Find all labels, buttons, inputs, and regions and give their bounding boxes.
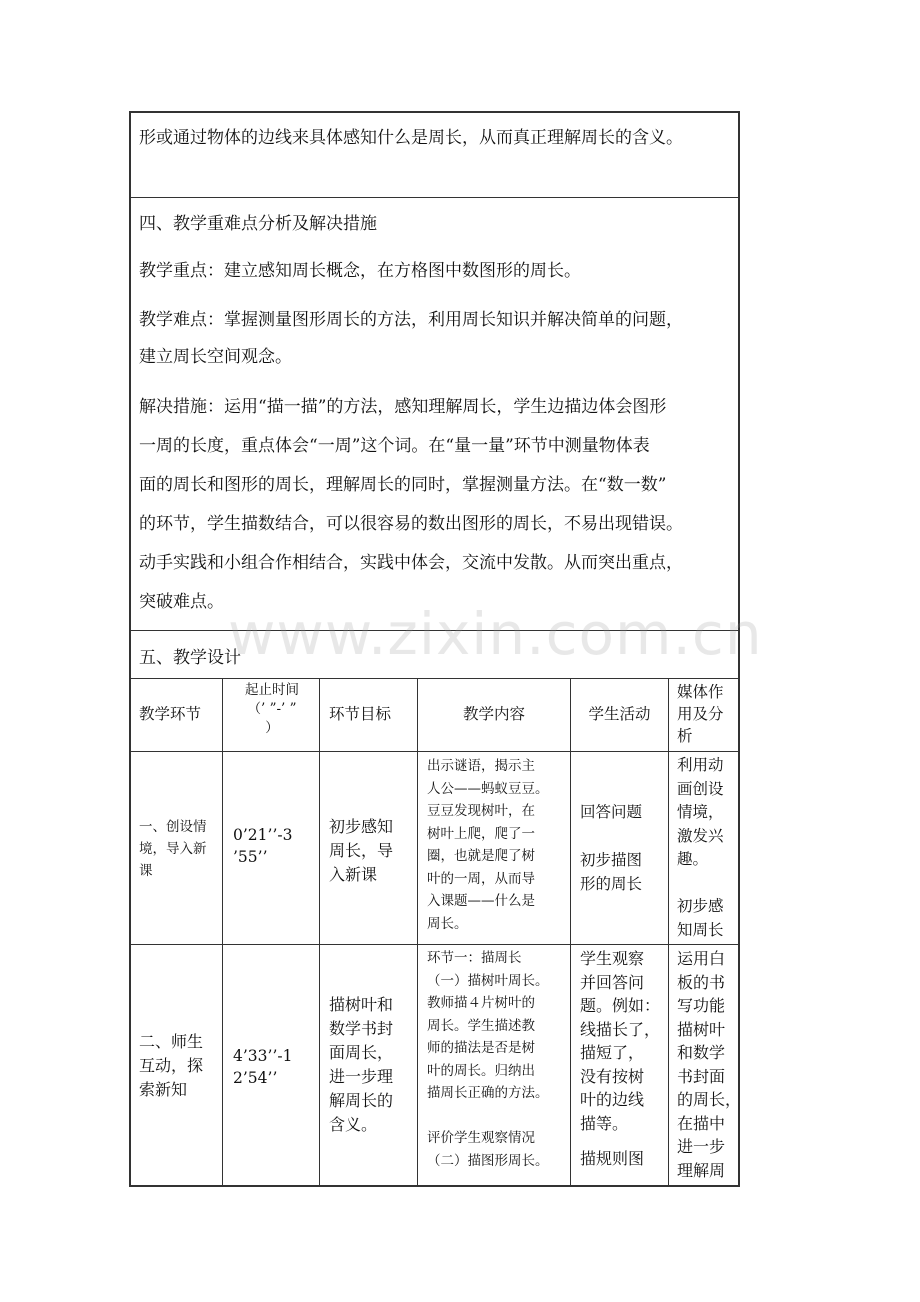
header-media-line: 用及分 [677, 705, 724, 723]
row2-activity-line: 叶的边线 [580, 1090, 645, 1109]
row1-content-line: 入课题——什么是 [427, 893, 535, 909]
header-media-line: 媒体作 [677, 683, 724, 701]
row2-stage-line: 互动，探 [139, 1056, 204, 1075]
row2-activity-line: 题。例如： [580, 996, 661, 1015]
spacer [580, 1135, 660, 1147]
header-media [677, 681, 724, 747]
row2-media-line: 在描中 [677, 1113, 726, 1133]
row1-stage-line: 课 [139, 863, 153, 879]
header-media-line: 析 [677, 727, 693, 745]
row1-content-line: 圈，也就是爬了树 [427, 848, 535, 864]
measure-line: 一周的长度，重点体会“一周”这个词。在“量一量”环节中测量物体表 [139, 436, 650, 456]
row1-media-line: 趣。 [677, 850, 709, 868]
row2-goal [329, 993, 393, 1137]
spacer [580, 824, 642, 848]
table-row-divider [129, 751, 740, 752]
watermark: www.zixin.com.cn [228, 600, 763, 668]
row1-activity-line: 初步描图 [580, 851, 643, 869]
row2-goal-line: 解周长的 [329, 1091, 394, 1110]
row2-content-line: 周长。学生描述教 [427, 1017, 535, 1034]
row1-time-line: ’55’’ [233, 848, 268, 866]
header-stage: 教学环节 [139, 705, 202, 723]
row1-time [233, 824, 292, 868]
row2-activity [580, 947, 660, 1171]
row2-media-line: 写功能 [677, 996, 726, 1015]
row1-media-line: 画创设 [677, 779, 724, 798]
row2-activity-line: 没有按树 [580, 1066, 645, 1086]
row2-content-line: 教师描４片树叶的 [427, 995, 535, 1011]
row2-activity-line: 描短了， [580, 1043, 645, 1062]
header-time-line: ） [265, 720, 279, 736]
measure-line: 动手实践和小组合作相结合，实践中体会，交流中发散。从而突出重点， [139, 553, 683, 573]
difficulty-line: 教学难点：掌握测量图形周长的方法，利用周长知识并解决简单的问题， [139, 310, 683, 330]
header-time [226, 681, 318, 738]
spacer [427, 1105, 549, 1128]
row1-content-line: 周长。 [427, 915, 468, 932]
row1-content-line: 叶的一周，从而导 [427, 870, 535, 887]
row2-stage-line: 索新知 [139, 1080, 188, 1099]
row2-media-line: 理解周 [677, 1160, 726, 1180]
row1-media-line: 知周长 [677, 920, 724, 939]
section4-heading: 四、教学重难点分析及解决措施 [139, 214, 377, 234]
row2-content-line: （一）描树叶周长。 [427, 972, 549, 989]
row2-activity-line: 线描长了， [580, 1019, 661, 1039]
row1-goal [329, 815, 393, 887]
row2-goal-line: 面周长， [329, 1043, 394, 1062]
row2-activity-line: 并回答问 [580, 972, 645, 992]
row2-activity-line: 学生观察 [580, 949, 645, 968]
row1-media-line: 激发兴 [677, 826, 724, 845]
table-row-divider [129, 944, 740, 945]
row2-media-line: 和数学 [677, 1043, 726, 1062]
table-column-divider [668, 678, 669, 1187]
row2-time-line: 2’54’’ [233, 1069, 278, 1087]
header-content: 教学内容 [462, 705, 525, 723]
row1-activity-line: 形的周长 [580, 875, 643, 893]
continuation-text: 形或通过物体的边线来具体感知什么是周长，从而真正理解周长的含义。 [139, 128, 683, 148]
header-time-line: 起止时间 [245, 682, 299, 698]
divider-line [129, 197, 740, 198]
table-column-divider [319, 678, 320, 1187]
row2-media-line: 进一步 [677, 1137, 726, 1156]
section5-heading: 五、教学设计 [139, 648, 241, 668]
measure-line: 解决措施：运用“描一描”的方法，感知理解周长，学生边描边体会图形 [139, 397, 667, 417]
row2-content [427, 947, 549, 1172]
key-point-text: 教学重点：建立感知周长概念，在方格图中数图形的周长。 [139, 261, 581, 281]
row2-stage-line: 二、师生 [139, 1032, 204, 1051]
row2-goal-line: 数学书封 [329, 1019, 394, 1038]
header-time-line: （’ ”-’ ” [247, 701, 297, 717]
divider-line [129, 630, 740, 631]
row1-content-line: 树叶上爬，爬了一 [427, 825, 535, 842]
row2-content-line: 叶的周长。归纳出 [427, 1062, 535, 1079]
row1-activity-line: 回答问题 [580, 803, 643, 821]
row2-content-line: 描周长正确的方法。 [427, 1085, 549, 1101]
row2-media-line: 的周长， [677, 1090, 742, 1109]
row2-activity-line: 描规则图 [580, 1149, 645, 1168]
measure-line: 的环节，学生描数结合，可以很容易的数出图形的周长，不易出现错误。 [139, 514, 683, 534]
row1-goal-line: 初步感知 [329, 817, 394, 836]
row2-content-line: 环节一：描周长 [427, 950, 522, 966]
row1-goal-line: 周长，导 [329, 841, 394, 860]
row1-time-line: 0’21’’-3 [233, 826, 293, 844]
row2-time [233, 1045, 292, 1089]
row2-media-line: 运用白 [677, 949, 726, 968]
row1-media-line: 初步感 [677, 897, 724, 915]
table-column-divider [222, 678, 223, 1187]
measure-line: 突破难点。 [139, 592, 224, 612]
row1-media [677, 754, 724, 942]
row2-media-line: 书封面 [677, 1066, 726, 1086]
table-column-divider [570, 678, 571, 1187]
divider-line [129, 678, 740, 679]
row2-content-line: 师的描法是否是树 [427, 1040, 535, 1056]
spacer [677, 872, 724, 896]
row2-activity-line: 描等。 [580, 1113, 629, 1133]
row1-goal-line: 入新课 [329, 865, 378, 884]
row2-time-line: 4’33’’-1 [233, 1047, 293, 1065]
row1-content-line: 出示谜语，揭示主 [427, 758, 535, 774]
measure-line: 面的周长和图形的周长，理解周长的同时，掌握测量方法。在“数一数” [139, 475, 667, 495]
row2-media [677, 947, 741, 1182]
row1-stage [139, 816, 207, 882]
row1-media-line: 情境， [677, 803, 724, 821]
row2-goal-line: 进一步理 [329, 1067, 394, 1086]
row2-goal-line: 描树叶和 [329, 995, 394, 1014]
row1-stage-line: 一、创设情 [139, 819, 207, 835]
row2-media-line: 描树叶 [677, 1019, 726, 1039]
row1-activity [580, 800, 642, 896]
row1-media-line: 利用动 [677, 756, 724, 774]
row2-goal-line: 含义。 [329, 1115, 378, 1134]
row2-content-line: 评价学生观察情况 [427, 1130, 535, 1146]
table-column-divider [417, 678, 418, 1187]
difficulty-line: 建立周长空间观念。 [139, 347, 292, 367]
row1-content-line: 人公——蚂蚁豆豆。 [427, 780, 549, 797]
header-activity: 学生活动 [588, 705, 651, 723]
row2-stage [139, 1030, 203, 1102]
row1-content [427, 755, 549, 935]
row2-media-line: 板的书 [677, 972, 726, 992]
row1-content-line: 豆豆发现树叶，在 [427, 803, 535, 819]
row1-stage-line: 境，导入新 [139, 841, 207, 857]
header-goal: 环节目标 [329, 705, 392, 723]
row2-content-line: （二）描图形周长。 [427, 1152, 549, 1169]
